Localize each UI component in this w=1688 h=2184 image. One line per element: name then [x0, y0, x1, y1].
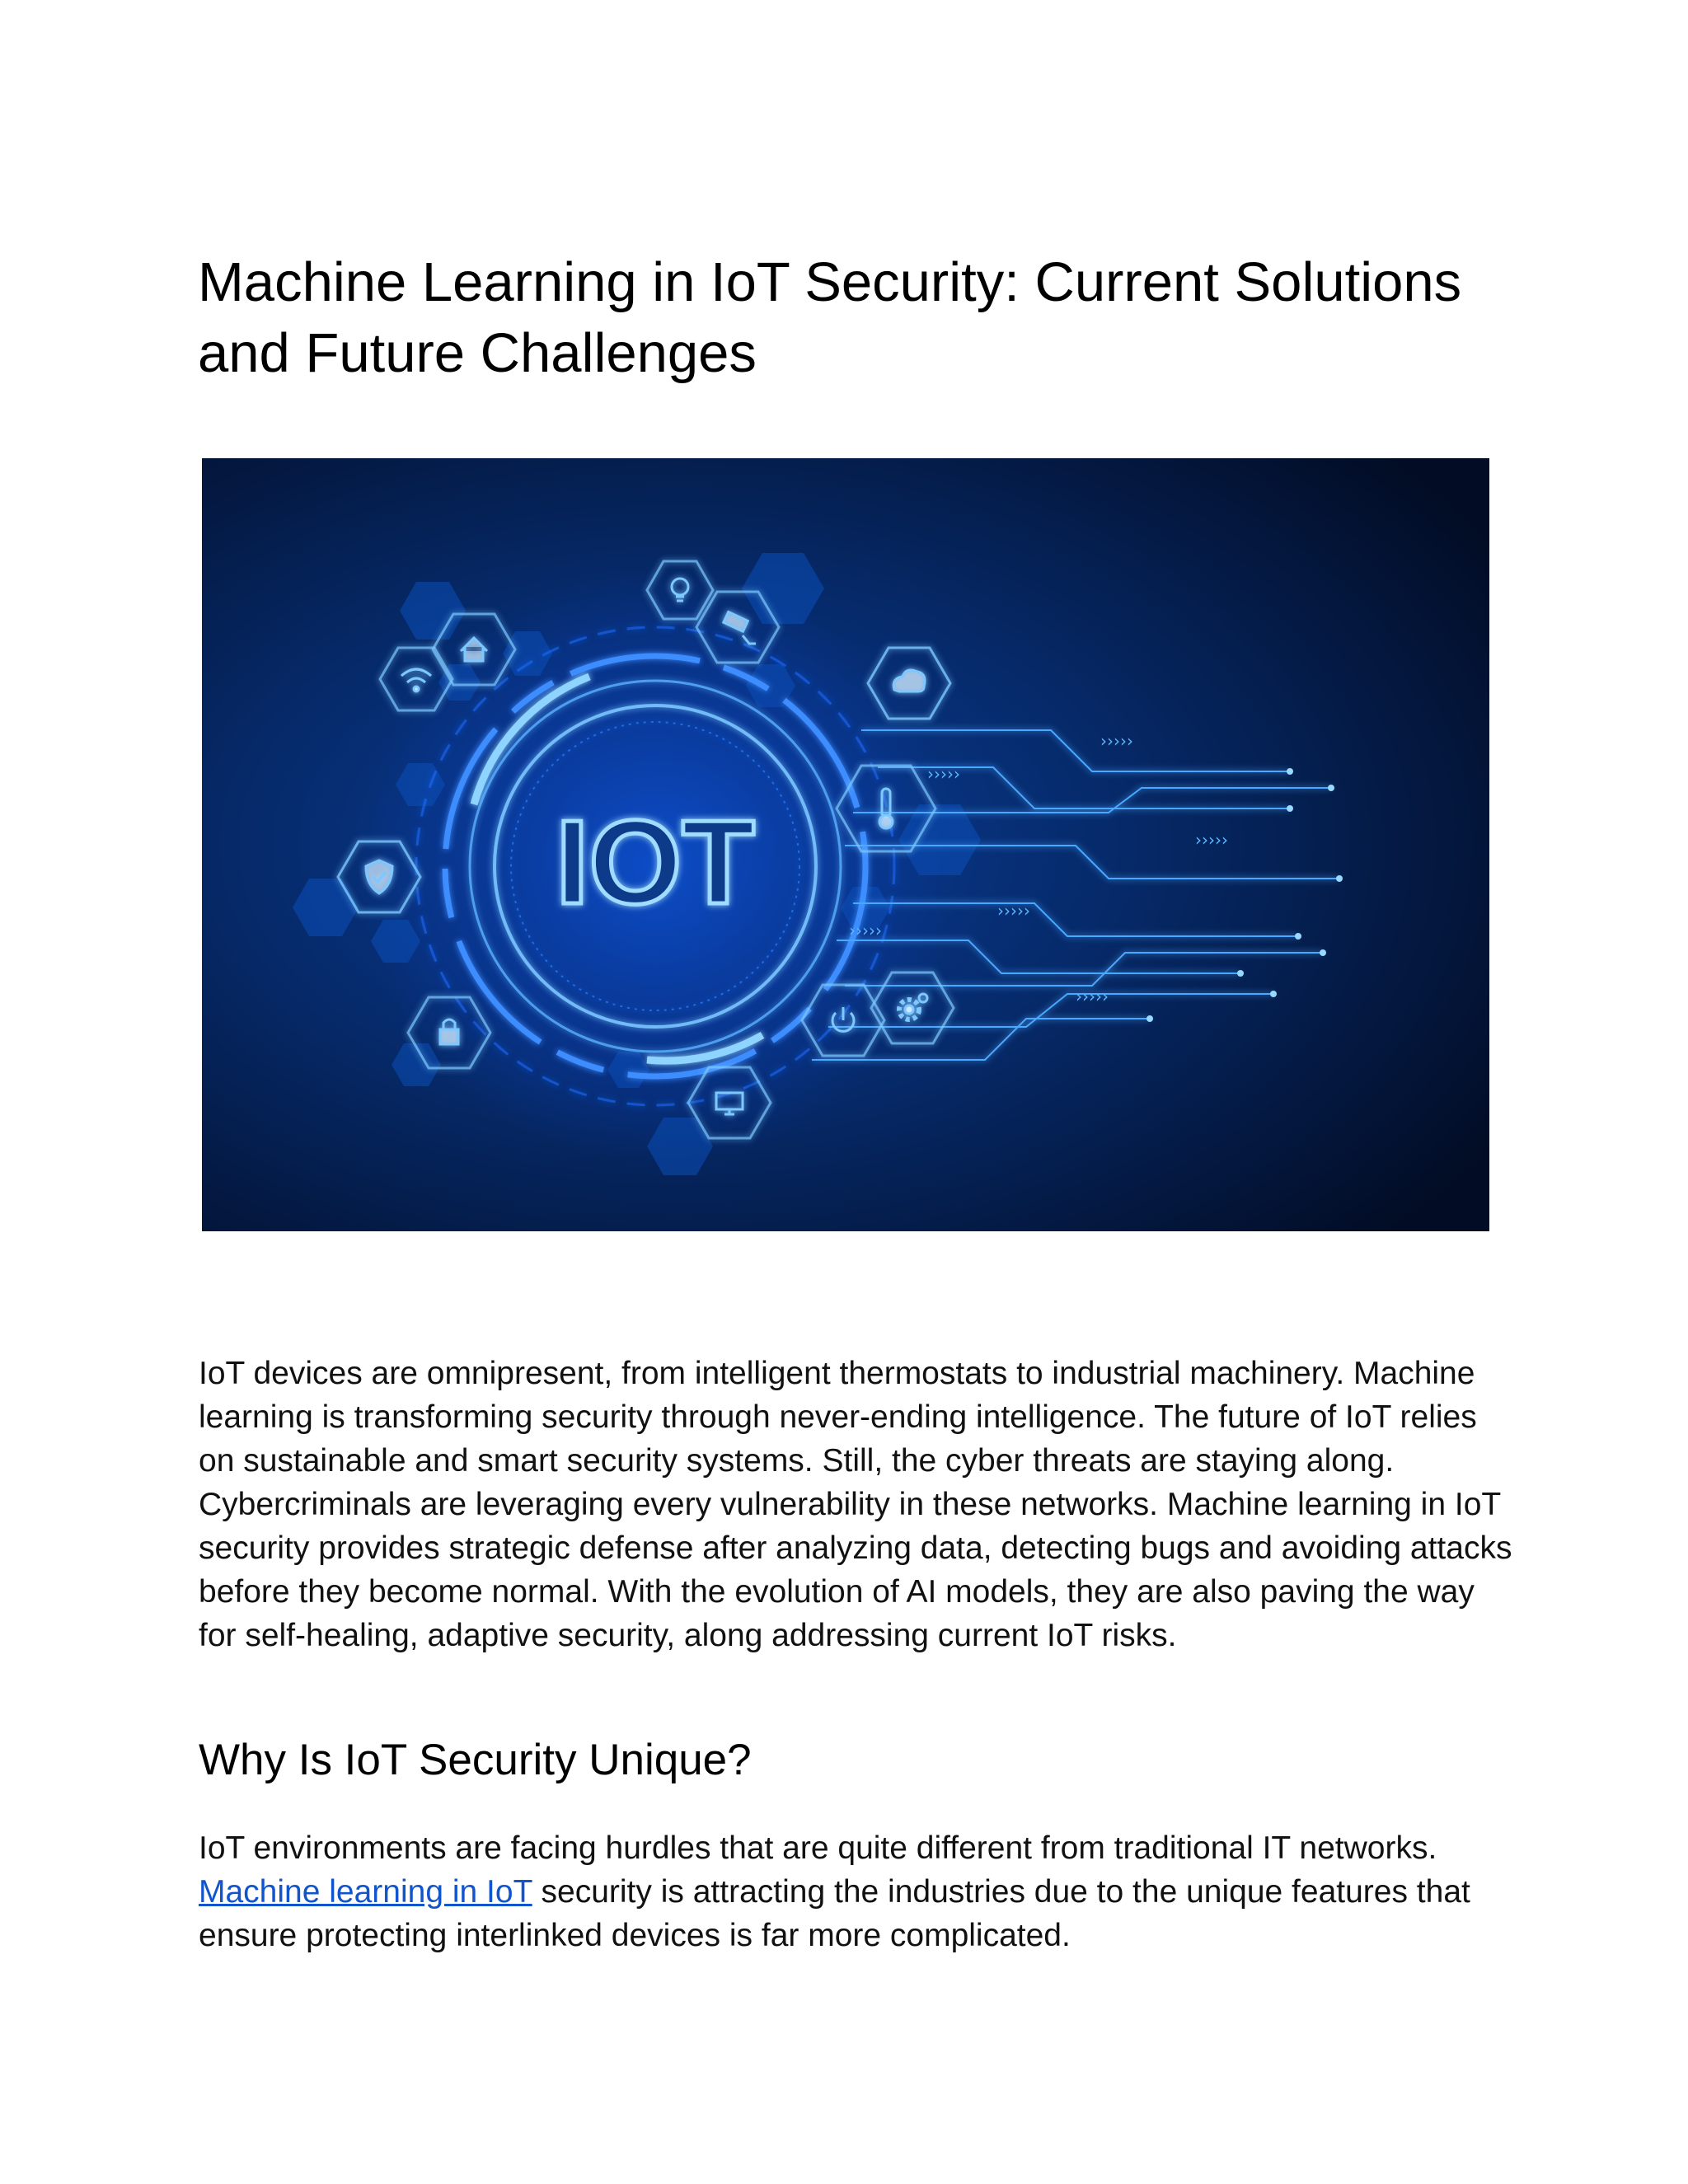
svg-text:›››››: ›››››: [1195, 830, 1228, 850]
intro-paragraph: IoT devices are omnipresent, from intelligent thermostats to industrial machinery. Machine learning is transforming security through never-ending intelligence. The future of IoT relies on sustainable and smart security systems. Still, the cyber threats are staying along. Cybercriminals are leveraging every vulnerability in these networks. Machine learning in IoT security provides strategic defense after analyzing data, detecting bugs and avoiding attacks before they become normal. With the evolution of AI models, they are also paving the way for self-healing, adaptive security, along addressing current IoT risks.: [199, 1356, 1512, 1653]
section-heading: Why Is IoT Security Unique?: [199, 1736, 752, 1784]
svg-text:›››››: ›››››: [1100, 731, 1133, 751]
iot-hero-image: [202, 458, 1489, 1231]
iot-center-text: IOT: [556, 795, 755, 929]
svg-text:›››››: ›››››: [1076, 987, 1109, 1006]
machine-learning-in-iot-link[interactable]: Machine learning in IoT: [199, 1874, 532, 1910]
svg-text:›››››: ›››››: [927, 764, 960, 784]
svg-text:›››››: ›››››: [997, 901, 1030, 921]
section-paragraph: [199, 1826, 1517, 1957]
section-paragraph-text-after: security is attracting the industries due to the unique features that ensure protecting interlinked devices is far more complicated.: [199, 1874, 1470, 1953]
page-title: [198, 247, 1517, 389]
section-paragraph-text-before: IoT environments are facing hurdles that are quite different from traditional IT networks.: [199, 1830, 1437, 1866]
svg-text:›››››: ›››››: [849, 921, 882, 940]
page-title-line-2: and Future Challenges: [198, 322, 757, 384]
page-title-line-1: Machine Learning in IoT Security: Current Solutions: [198, 251, 1462, 313]
